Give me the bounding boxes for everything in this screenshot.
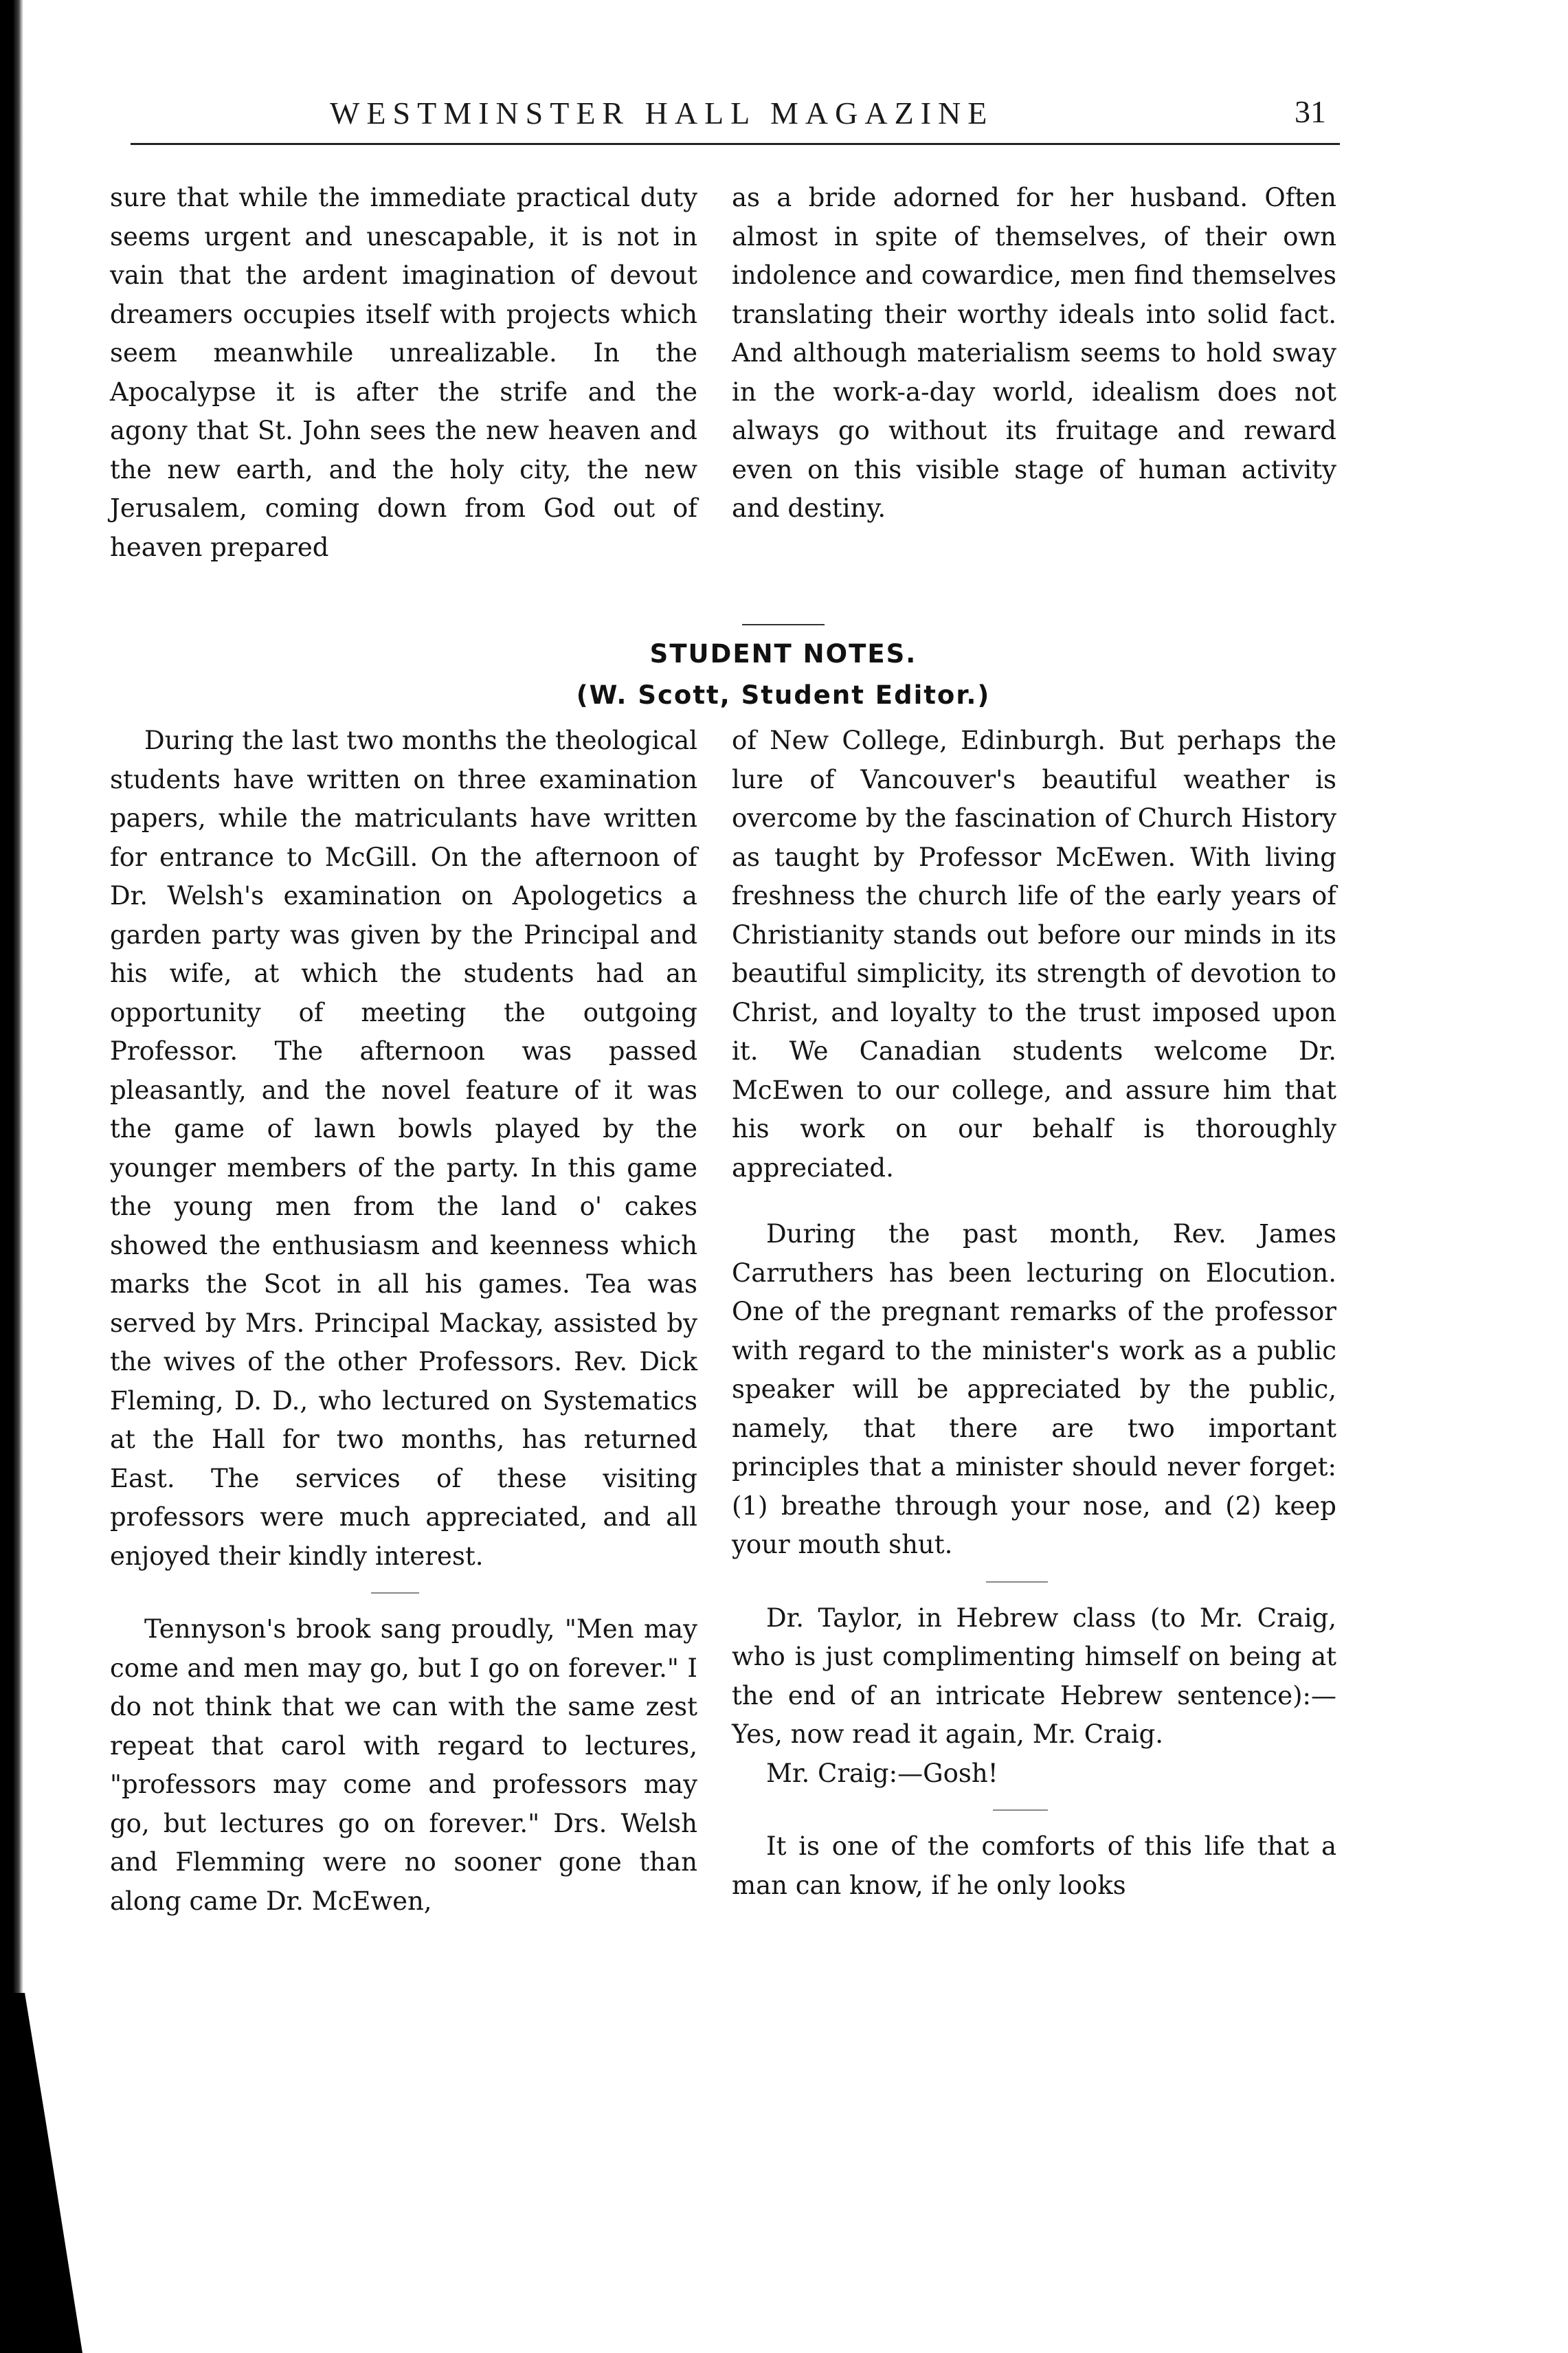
note-paragraph: Tennyson's brook sang proudly, "Men may come and men may go, but I go on forever." I do not think that we can with the same zest repeat that carol with regard to lectures, "professors may come and professors may go, but lectures go on forever." Drs. Welsh and Flemming were no sooner gone than along came Dr. McEwen, (110, 1614, 697, 1916)
section-heading: STUDENT NOTES. (649, 639, 917, 669)
top-right-column (732, 179, 1336, 528)
running-header (124, 89, 1340, 151)
separator-rule (986, 1581, 1048, 1583)
notes-right-column (732, 722, 1336, 1905)
note-paragraph: Mr. Craig:—Gosh! (766, 1758, 998, 1788)
column-end-rule (742, 624, 825, 625)
page-number: 31 (1295, 94, 1326, 129)
continued-paragraph: sure that while the immediate practical duty seems urgent and unescapable, it is not in vain that the ardent imagination of devout dreamers occupies itself with projects which seem meanwhile unrealizable. In the Apocalypse it is after the strife and the agony that St. John sees the new heaven and the new earth, and the holy city, the new Jerusalem, coming down from God out of heaven prepared (110, 183, 697, 562)
header-rule (131, 143, 1340, 145)
separator (732, 1565, 1336, 1599)
note-paragraph: During the last two months the theological students have written on three examination papers, while the matriculants have written for entrance to McGill. On the afternoon of Dr. Welsh's examination on Apologetics a garden party was given by the Principal and his wife, at which the students had an opportunity of meeting the outgoing Professor. The afternoon was passed pleasantly, and the novel feature of it was the game of lawn bowls played by the younger members of the party. In this game the young men from the land o' cakes showed the enthusiasm and keenness which marks the Scot in all his games. Tea was served by Mrs. Principal Mackay, assisted by the wives of the other Professors. Rev. Dick Fleming, D. D., who lectured on Systematics at the Hall for two months, has returned East. The services of these visiting professors were much appreciated, and all enjoyed their kindly interest. (110, 726, 697, 1571)
section-byline: (W. Scott, Student Editor.) (576, 680, 991, 710)
note-paragraph: It is one of the comforts of this life that a man can know, if he only looks (732, 1831, 1336, 1900)
top-left-column (110, 179, 697, 567)
separator-rule (371, 1592, 419, 1594)
spacer (732, 1187, 1336, 1215)
separator (732, 1793, 1336, 1827)
separator-rule (993, 1809, 1048, 1811)
continued-paragraph: as a bride adorned for her husband. Often almost in spite of themselves, of their own indolence and cowardice, men find themselves translating their worthy ideals into solid fact. And although materialism seems to hold sway in the work-a-day world, idealism does not always go without its fruitage and reward even on this visible stage of human activity and destiny. (732, 183, 1336, 523)
note-paragraph: Dr. Taylor, in Hebrew class (to Mr. Craig, who is just complimenting himself on being at the end of an intricate Hebrew sentence):—Yes, now read it again, Mr. Craig. (732, 1603, 1336, 1749)
note-paragraph: During the past month, Rev. James Carruthers has been lecturing on Elocution. One of the pregnant remarks of the professor with regard to the minister's work as a public speaker will be appreciated by the public, namely, that there are two important principles that a minister should never forget: (1) breathe through your nose, and (2) keep your mouth shut. (732, 1219, 1336, 1559)
note-paragraph: of New College, Edinburgh. But perhaps the lure of Vancouver's beautiful weather is overcome by the fascination of Church History as taught by Professor McEwen. With living freshness the church life of the early years of Christianity stands out before our minds in its beautiful simplicity, its strength of devotion to Christ, and loyalty to the trust imposed upon it. We Canadian students welcome Dr. McEwen to our college, and assure him that his work on our behalf is thoroughly appreciated. (732, 726, 1336, 1183)
separator (110, 1576, 697, 1610)
magazine-title: WESTMINSTER HALL MAGAZINE (330, 96, 994, 131)
notes-left-column (110, 722, 697, 1921)
page-curl-shadow (0, 1993, 82, 2353)
